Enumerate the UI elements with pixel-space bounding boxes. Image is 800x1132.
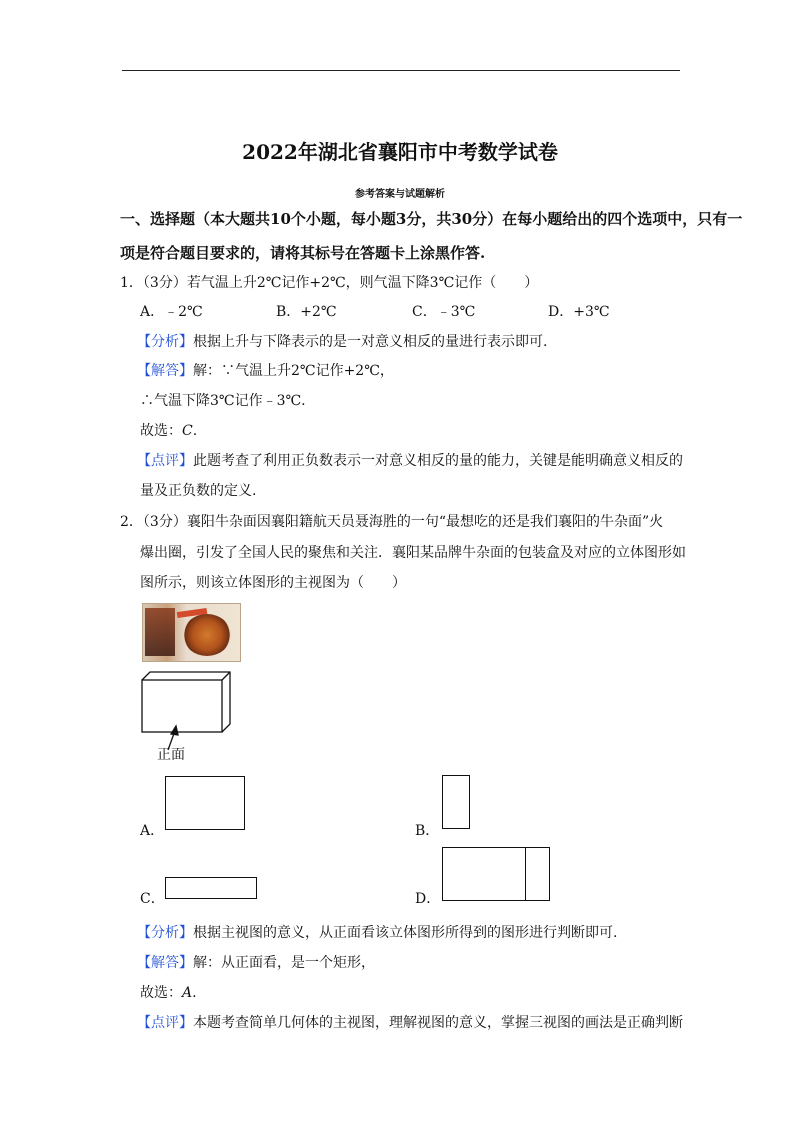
q2-option-d-rectangle bbox=[442, 847, 550, 901]
q2-option-d-label: D． bbox=[415, 891, 441, 907]
q1-option-b: B．+2℃ bbox=[276, 304, 337, 320]
choice-letter: C bbox=[182, 423, 193, 439]
choice-suffix: . bbox=[192, 423, 198, 439]
q1-stem: 1．（3分）若气温上升2℃记作+2℃，则气温下降3℃记作（ ） bbox=[120, 275, 539, 291]
q2-analysis bbox=[137, 922, 617, 942]
q1-comment-line2: 量及正负数的定义. bbox=[140, 483, 257, 499]
q1-option-d: D．+3℃ bbox=[548, 304, 610, 320]
q2-stem-line1: 2．（3分）襄阳牛杂面因襄阳籍航天员聂海胜的一句“最想吃的还是我们襄阳的牛杂面”火 bbox=[120, 514, 664, 530]
q2-option-c-rectangle bbox=[165, 877, 257, 899]
cuboid-diagram bbox=[138, 668, 238, 768]
answer-text: 解：∵气温上升2℃记作+2℃， bbox=[193, 363, 394, 379]
comment-tag: 【点评】 bbox=[137, 1015, 193, 1031]
analysis-text: 根据主视图的意义，从正面看该立体图形所得到的图形进行判断即可. bbox=[193, 925, 618, 941]
q2-option-a-rectangle bbox=[165, 776, 245, 830]
q2-option-b-rectangle bbox=[442, 775, 470, 829]
q1-choice bbox=[140, 420, 197, 440]
cuboid-front-face bbox=[142, 680, 222, 732]
header-rule bbox=[122, 70, 680, 71]
q1-answer-line2: ∴气温下降3℃记作﹣3℃. bbox=[140, 393, 306, 409]
noodle-package-photo bbox=[142, 603, 241, 662]
answer-text: 解：从正面看，是一个矩形， bbox=[193, 955, 375, 971]
comment-tag: 【点评】 bbox=[137, 453, 193, 469]
q1-option-a: A．﹣2℃ bbox=[140, 304, 203, 320]
option-d-divider bbox=[525, 848, 526, 900]
section-heading-line2: 项是符合题目要求的，请将其标号在答题卡上涂黑作答. bbox=[120, 244, 486, 262]
noodle-bowl-graphic bbox=[183, 614, 231, 656]
q2-comment bbox=[137, 1012, 683, 1032]
section-heading-line1: 一、选择题（本大题共10个小题，每小题3分，共30分）在每小题给出的四个选项中，只有一 bbox=[120, 210, 743, 228]
comment-text: 此题考查了利用正负数表示一对意义相反的量的能力，关键是能明确意义相反的 bbox=[193, 453, 683, 469]
q2-answer bbox=[137, 952, 375, 972]
q2-option-b-label: B． bbox=[415, 823, 440, 839]
q2-option-a-label: A． bbox=[140, 823, 165, 839]
q2-option-c-label: C． bbox=[140, 891, 165, 907]
package-label-graphic bbox=[145, 608, 175, 656]
choice-prefix: 故选： bbox=[140, 423, 182, 439]
comment-text: 本题考查简单几何体的主视图，理解视图的意义，掌握三视图的画法是正确判断 bbox=[193, 1015, 683, 1031]
cuboid-depth-edges bbox=[142, 672, 230, 732]
choice-prefix: 故选： bbox=[140, 985, 182, 1001]
choice-suffix: . bbox=[192, 985, 197, 1001]
choice-letter: A bbox=[182, 985, 193, 1001]
answer-tag: 【解答】 bbox=[137, 363, 193, 379]
q1-option-c: C．﹣3℃ bbox=[412, 304, 476, 320]
q1-answer bbox=[137, 360, 394, 380]
page-title: 2022年湖北省襄阳市中考数学试卷 bbox=[242, 140, 558, 164]
analysis-tag: 【分析】 bbox=[137, 925, 193, 941]
q1-comment bbox=[137, 450, 683, 470]
q2-choice bbox=[140, 982, 197, 1002]
analysis-text: 根据上升与下降表示的是一对意义相反的量进行表示即可. bbox=[193, 334, 548, 350]
q2-stem-line2: 爆出圈，引发了全国人民的聚焦和关注．襄阳某品牌牛杂面的包装盒及对应的立体图形如 bbox=[140, 545, 686, 561]
front-label: 正面 bbox=[157, 747, 185, 763]
page-subtitle: 参考答案与试题解析 bbox=[355, 189, 445, 200]
answer-tag: 【解答】 bbox=[137, 955, 193, 971]
q2-stem-line3: 图所示，则该立体图形的主视图为（ ） bbox=[140, 575, 406, 591]
q1-analysis bbox=[137, 331, 547, 351]
analysis-tag: 【分析】 bbox=[137, 334, 193, 350]
